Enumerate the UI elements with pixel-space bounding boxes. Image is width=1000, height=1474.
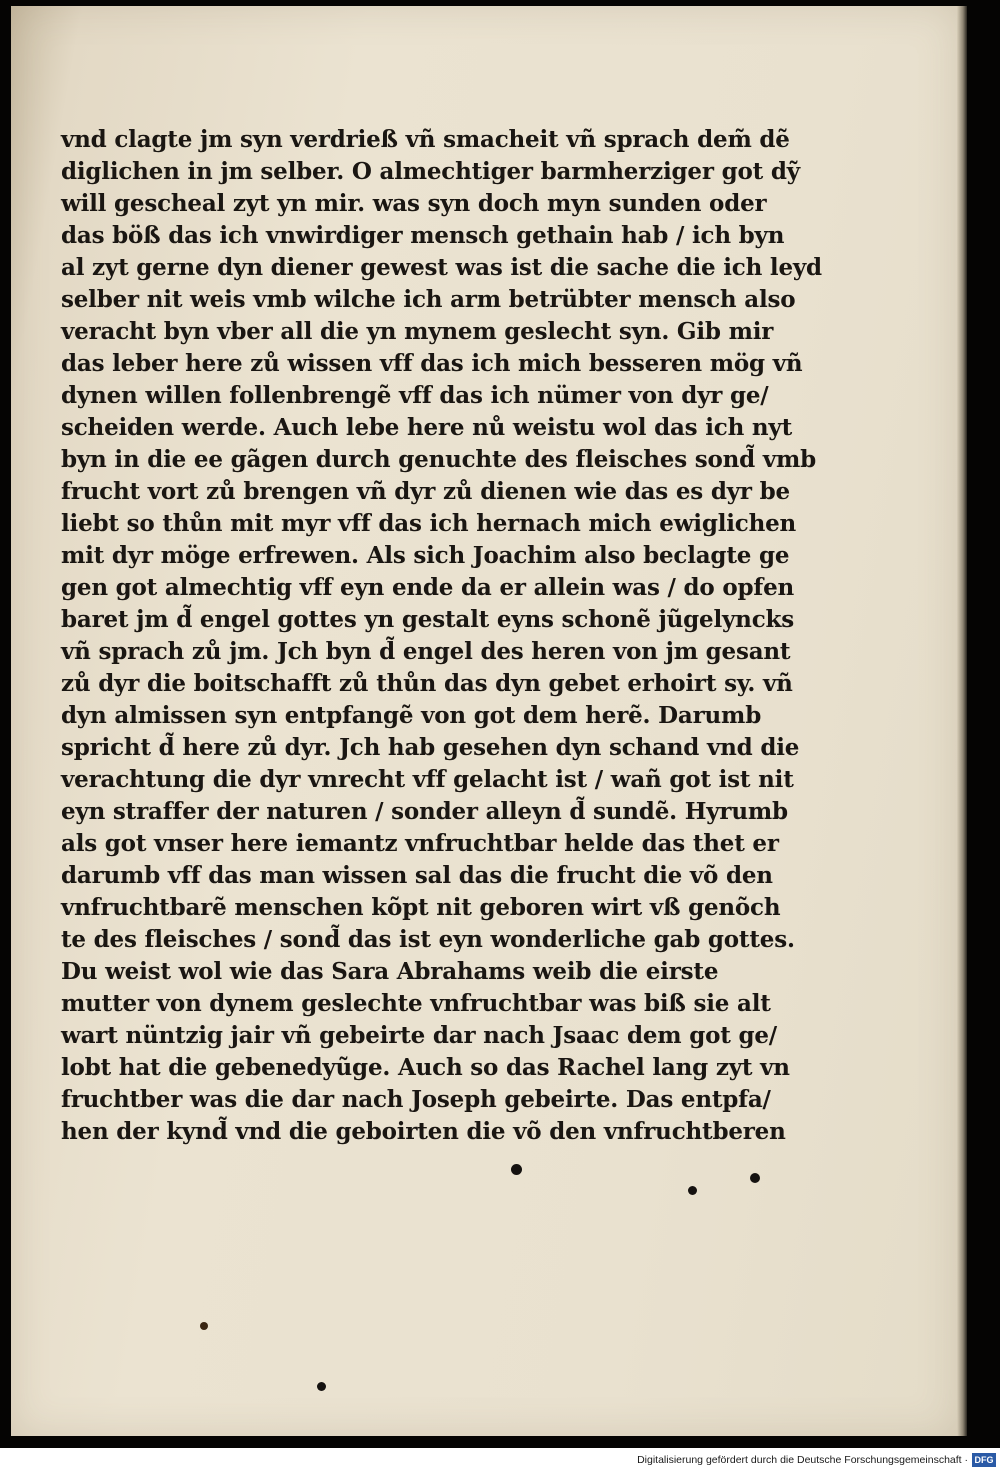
text-line: vnfruchtbarẽ menschen kõpt nit geboren wirt vß genõch bbox=[61, 894, 781, 921]
text-line: fruchtber was die dar nach Joseph gebeirte. Das entpfa/ bbox=[61, 1086, 771, 1113]
text-line: liebt so thůn mit myr vff das ich hernach mich ewiglichen bbox=[61, 510, 797, 537]
text-line: byn in die ee gãgen durch genuchte des fleisches sond̃ vmb bbox=[61, 446, 817, 473]
text-line: will gescheal zyt yn mir. was syn doch myn sunden oder bbox=[61, 190, 767, 217]
funding-credit: Digitalisierung gefördert durch die Deutsche Forschungsgemeinschaft · bbox=[637, 1454, 968, 1466]
text-line: mit dyr möge erfrewen. Als sich Joachim also beclagte ge bbox=[61, 542, 790, 569]
text-line: dyn almissen syn entpfangẽ von got dem herẽ. Darumb bbox=[61, 702, 762, 729]
text-line: frucht vort zů brengen vñ dyr zů dienen wie das es dyr be bbox=[61, 478, 790, 505]
text-line: lobt hat die gebenedyũge. Auch so das Rachel lang zyt vn bbox=[61, 1054, 790, 1081]
text-line: zů dyr die boitschafft zů thůn das dyn gebet erhoirt sy. vñ bbox=[61, 670, 793, 697]
text-line: diglichen in jm selber. O almechtiger barmherziger got dỹ bbox=[61, 158, 800, 185]
text-line: das böß das ich vnwirdiger mensch gethain hab / ich byn bbox=[61, 222, 785, 249]
text-line: scheiden werde. Auch lebe here nů weistu wol das ich nyt bbox=[61, 414, 793, 441]
text-line: baret jm d̃ engel gottes yn gestalt eyns schonẽ jũgelyncks bbox=[61, 606, 794, 633]
text-line: te des fleisches / sond̃ das ist eyn wonderliche gab gottes. bbox=[61, 926, 795, 953]
text-line: spricht d̃ here zů dyr. Jch hab gesehen dyn schand vnd die bbox=[61, 734, 800, 761]
text-line: veracht byn vber all die yn mynem geslecht syn. Gib mir bbox=[61, 318, 774, 345]
footer-bar bbox=[0, 1448, 1000, 1474]
text-line: als got vnser here iemantz vnfruchtbar helde das thet er bbox=[61, 830, 779, 857]
text-line: dynen willen follenbrengẽ vff das ich nümer von dyr ge/ bbox=[61, 382, 769, 409]
text-line: eyn straffer der naturen / sonder alleyn d̃ sundẽ. Hyrumb bbox=[61, 798, 788, 825]
ink-spot bbox=[688, 1186, 697, 1195]
text-line: vnd clagte jm syn verdrieß vñ smacheit vñ sprach dem̃ dẽ bbox=[61, 126, 790, 153]
ink-spot bbox=[200, 1322, 208, 1330]
book-page bbox=[11, 6, 957, 1436]
text-line: hen der kynd̃ vnd die geboirten die võ den vnfruchtberen bbox=[61, 1118, 786, 1145]
ink-spot bbox=[750, 1173, 760, 1183]
text-line: selber nit weis vmb wilche ich arm betrübter mensch also bbox=[61, 286, 796, 313]
text-line: das leber here zů wissen vff das ich mich besseren mög vñ bbox=[61, 350, 803, 377]
text-line: wart nüntzig jair vñ gebeirte dar nach Jsaac dem got ge/ bbox=[61, 1022, 778, 1049]
text-block bbox=[61, 124, 822, 1148]
text-line: mutter von dynem geslechte vnfruchtbar was biß sie alt bbox=[61, 990, 771, 1017]
ink-spot bbox=[511, 1164, 522, 1175]
page-edge bbox=[957, 6, 967, 1436]
ink-spot bbox=[317, 1382, 326, 1391]
text-line: Du weist wol wie das Sara Abrahams weib die eirste bbox=[61, 958, 719, 985]
text-line: darumb vff das man wissen sal das die frucht die võ den bbox=[61, 862, 773, 889]
dfg-logo: DFG bbox=[972, 1453, 996, 1467]
text-line: vñ sprach zů jm. Jch byn d̃ engel des heren von jm gesant bbox=[61, 638, 791, 665]
text-line: verachtung die dyr vnrecht vff gelacht ist / wañ got ist nit bbox=[61, 766, 794, 793]
text-line: al zyt gerne dyn diener gewest was ist die sache die ich leyd bbox=[61, 254, 822, 281]
text-line: gen got almechtig vff eyn ende da er allein was / do opfen bbox=[61, 574, 795, 601]
